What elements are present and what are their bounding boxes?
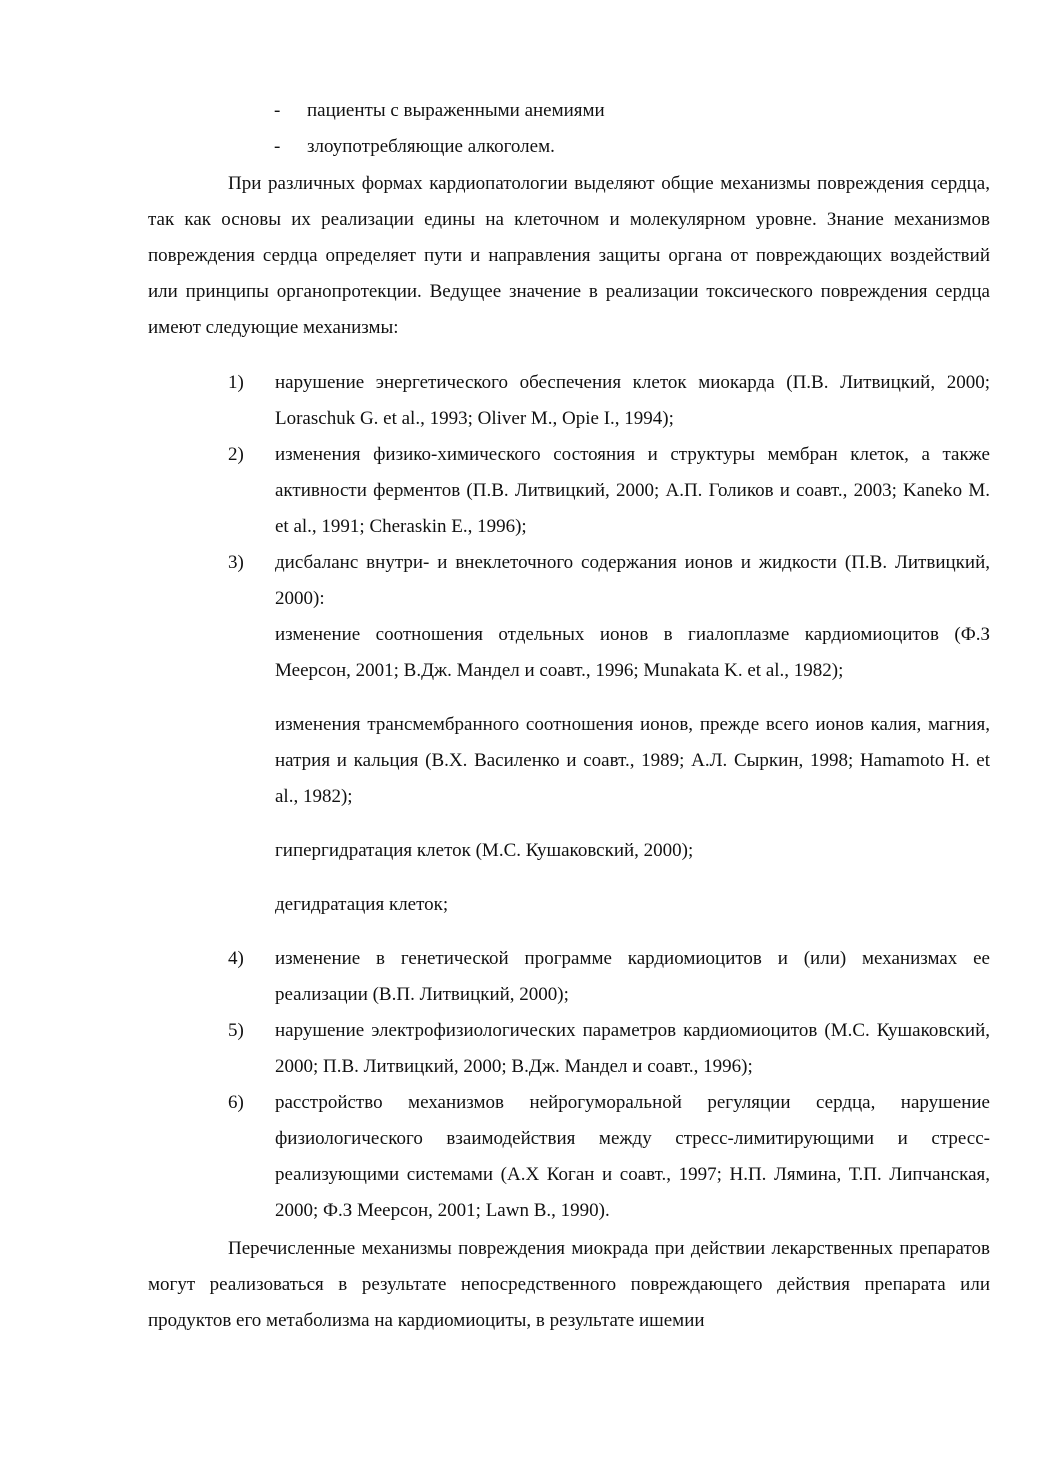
numbered-list bbox=[228, 365, 990, 1229]
list-number: 4) bbox=[228, 948, 244, 969]
dash-list-item bbox=[274, 129, 974, 165]
list-item-text: расстройство механизмов нейрогуморальной регуляции сердца, нарушение физиологического взаимодействия между стресс-лимитирующими и стресс-реализующими системами (А.Х Коган и соавт., 1997; Н.П. Лямина, Т.П. Липчанская, 2000; Ф.З Меерсон, 2001; Lawn B., 1990). bbox=[275, 1092, 990, 1221]
sub-item: изменение соотношения отдельных ионов в гиалоплазме кардиомиоцитов (Ф.З Меерсон, 2001; В.Дж. Мандел и соавт., 1996; Munakata K. et al., 1982); bbox=[275, 624, 990, 681]
paragraph-closing-text: Перечисленные механизмы повреждения миокрада при действии лекарственных препаратов могут реализоваться в результате непосредственного повреждающего действия препарата или продуктов его метаболизма на кардиомиоциты, в результате ишемии bbox=[148, 1238, 990, 1331]
dash-item-text: пациенты с выраженными анемиями bbox=[307, 100, 605, 121]
list-number: 2) bbox=[228, 444, 244, 465]
paragraph-closing bbox=[148, 1231, 990, 1339]
sub-item: гипергидратация клеток (М.С. Кушаковский, 2000); bbox=[275, 840, 694, 861]
dash-item-text: злоупотребляющие алкоголем. bbox=[307, 136, 555, 157]
list-item-text: нарушение электрофизиологических параметров кардиомиоцитов (М.С. Кушаковский, 2000; П.В. Литвицкий, 2000; В.Дж. Мандел и соавт., 1996); bbox=[275, 1020, 990, 1077]
list-number: 3) bbox=[228, 552, 244, 573]
paragraph-intro bbox=[148, 166, 990, 346]
list-item-text: дисбаланс внутри- и внеклеточного содержания ионов и жидкости (П.В. Литвицкий, 2000): bbox=[275, 552, 990, 609]
list-item-4 bbox=[228, 941, 990, 1013]
dash-marker: - bbox=[274, 136, 281, 157]
dash-list-item bbox=[274, 93, 974, 129]
sub-item: дегидратация клеток; bbox=[275, 894, 449, 915]
list-item-text: изменения физико-химического состояния и структуры мембран клеток, а также активности ферментов (П.В. Литвицкий, 2000; А.П. Голиков и соавт., 2003; Kaneko M. et al., 1991; Cheraskin E., 1996); bbox=[275, 444, 990, 537]
list-item-text: изменение в генетической программе кардиомиоцитов и (или) механизмах ее реализации (В.П. Литвицкий, 2000); bbox=[275, 948, 990, 1005]
list-item-6 bbox=[228, 1085, 990, 1229]
list-number: 1) bbox=[228, 372, 244, 393]
list-item-3 bbox=[228, 545, 990, 923]
paragraph-intro-text: При различных формах кардиопатологии выделяют общие механизмы повреждения сердца, так как основы их реализации едины на клеточном и молекулярном уровне. Знание механизмов повреждения сердца определяет пути и направления защиты органа от повреждающих воздействий или принципы органопротекции. Ведущее значение в реализации токсического повреждения сердца имеют следующие механизмы: bbox=[148, 173, 990, 338]
list-item-5 bbox=[228, 1013, 990, 1085]
dash-list bbox=[274, 93, 974, 165]
dash-marker: - bbox=[274, 100, 281, 121]
sub-item: изменения трансмембранного соотношения ионов, прежде всего ионов калия, магния, натрия и кальция (В.Х. Василенко и соавт., 1989; А.Л. Сыркин, 1998; Hamamoto H. et al., 1982); bbox=[275, 714, 990, 807]
list-item-2 bbox=[228, 437, 990, 545]
list-number: 5) bbox=[228, 1020, 244, 1041]
list-item-1 bbox=[228, 365, 990, 437]
list-item-text: нарушение энергетического обеспечения клеток миокарда (П.В. Литвицкий, 2000; Loraschuk G. et al., 1993; Oliver M., Opie I., 1994); bbox=[275, 372, 990, 429]
list-number: 6) bbox=[228, 1092, 244, 1113]
